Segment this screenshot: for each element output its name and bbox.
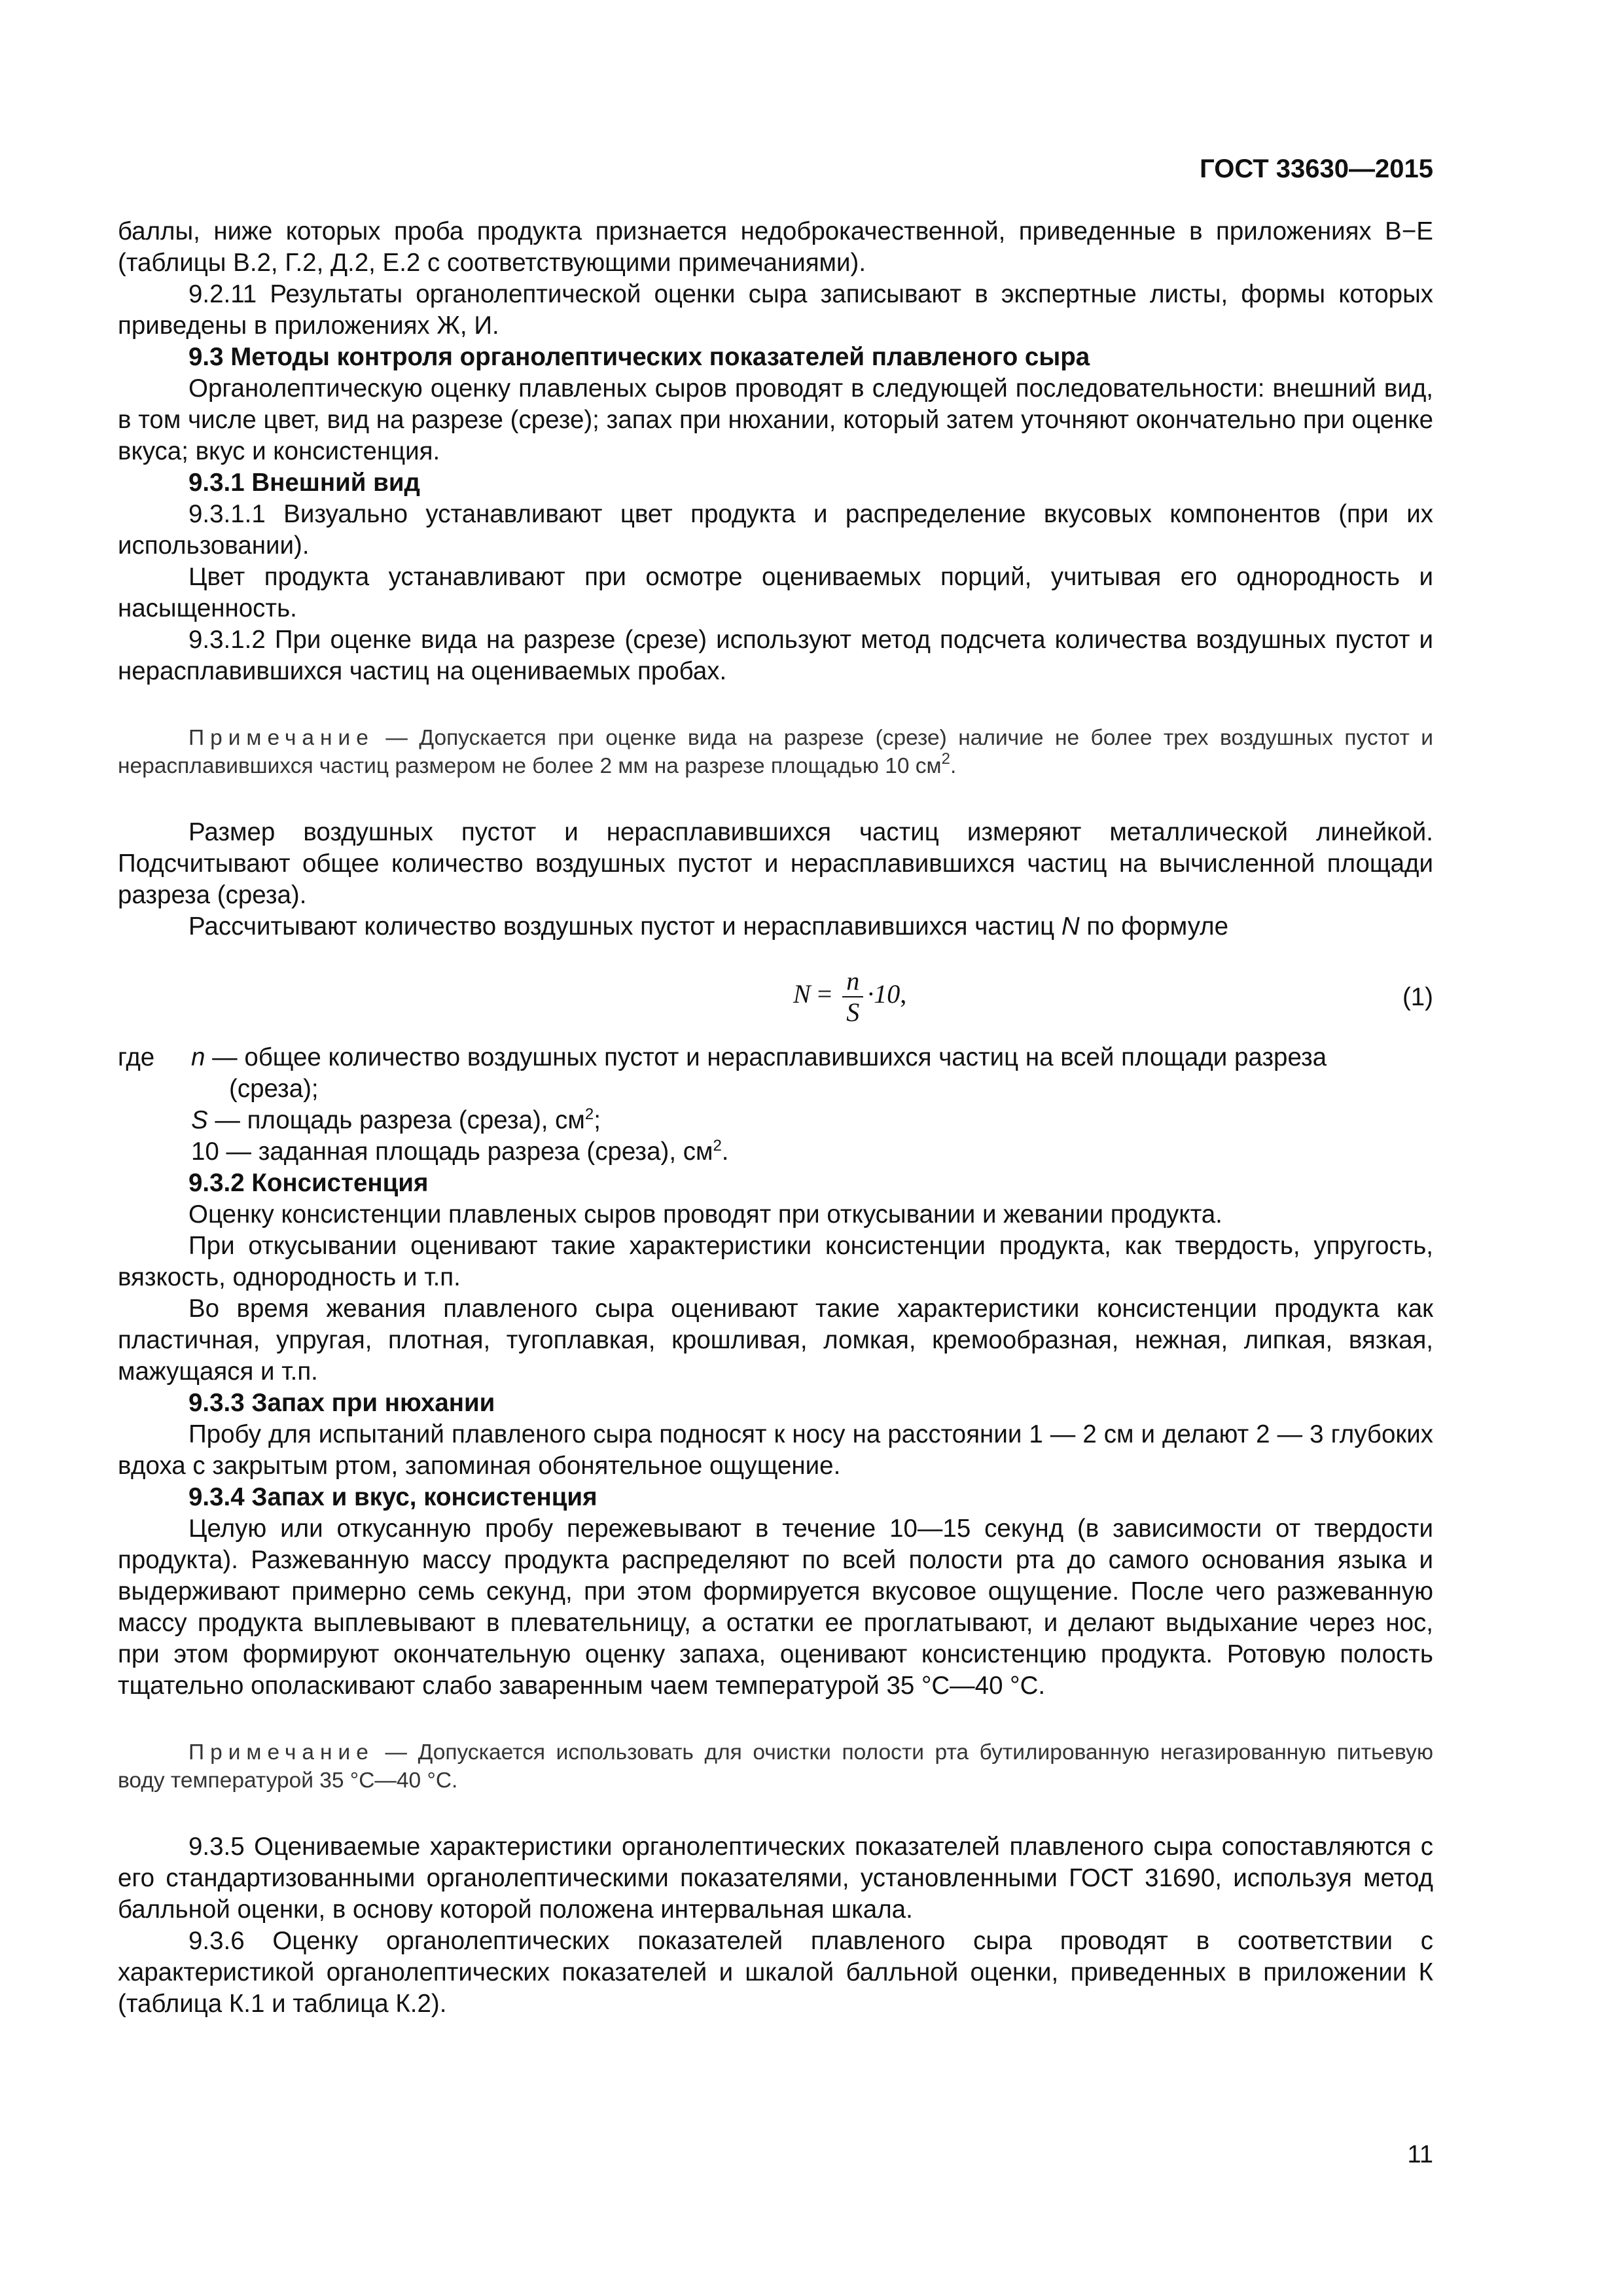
section-heading-9-3-1: 9.3.1 Внешний вид <box>188 469 420 497</box>
definition-n-continuation: (среза); <box>229 1075 319 1103</box>
note-superscript: 2 <box>941 750 950 768</box>
superscript: 2 <box>584 1105 594 1123</box>
paragraph: При откусывании оценивают такие характеристики консистенции продукта, как твердость, упругость, вязкость, однородность и т.п. <box>118 1232 1433 1291</box>
definition-10 <box>118 1136 1433 1168</box>
text: по формуле <box>1079 912 1228 941</box>
section-heading-9-3-2: 9.3.2 Консистенция <box>188 1169 429 1197</box>
definition-text: 10 — заданная площадь разреза (среза), см <box>191 1138 713 1166</box>
equation-number: (1) <box>1402 983 1433 1011</box>
formula-equals: = <box>817 979 832 1009</box>
formula-comma: , <box>900 979 907 1009</box>
note-text: — Допускается при оценке вида на разрезе (срезе) наличие не более трех воздушных пустот и нерасплавившихся частиц размером не более 2 мм на разрезе площадью 10 см <box>118 726 1433 778</box>
section-heading-9-3-3: 9.3.3 Запах при нюхании <box>188 1389 495 1417</box>
variable: S <box>191 1106 208 1134</box>
formula-multiplier: ·10 <box>867 979 901 1009</box>
definition-s <box>118 1105 1433 1136</box>
document-body <box>118 216 1433 2020</box>
paragraph: Органолептическую оценку плавленых сыров проводят в следующей последовательности: внешний вид, в том числе цвет, вид на разрезе (срезе); запах при нюхании, который затем уточняют окончательно при оценке вкуса; вкус и консистенция. <box>118 374 1433 465</box>
page-number: 11 <box>1407 2141 1433 2168</box>
paragraph: 9.3.6 Оценку органолептических показателей плавленого сыра проводят в соответствии с характеристикой органолептических показателей и шкалой балльной оценки, приведенных в приложении К (таблица К.1 и таблица К.2). <box>118 1927 1433 2018</box>
paragraph: 9.2.11 Результаты органолептической оценки сыра записывают в экспертные листы, формы которых приведены в приложениях Ж, И. <box>118 280 1433 340</box>
definition-n <box>191 1042 1433 1073</box>
paragraph: Целую или откусанную пробу пережевывают в течение 10—15 секунд (в зависимости от твердости продукта). Разжеванную массу продукта распределяют по всей полости рта до самого основания языка и выдерживают примерно семь секунд, при этом формируется вкусовое ощущение. После чего разжеванную массу продукта выплевывают в плевательницу, а остатки ее проглатывают, и делают выдыхание через нос, при этом формируют окончательную оценку запаха, оценивают консистенцию продукта. Ротовую полость тщательно ополаскивают слабо заваренным чаем температурой 35 °С—40 °С. <box>118 1515 1433 1700</box>
note <box>118 1738 1433 1795</box>
note-tail: . <box>950 754 957 778</box>
formula <box>793 966 906 1028</box>
definition-tail: . <box>721 1138 729 1166</box>
superscript: 2 <box>713 1137 722 1155</box>
paragraph: Оценку консистенции плавленых сыров проводят при откусывании и жевании продукта. <box>188 1200 1222 1229</box>
paragraph: 9.3.1.1 Визуально устанавливают цвет продукта и распределение вкусовых компонентов (при их использовании). <box>118 500 1433 560</box>
definition-text: — площадь разреза (среза), см <box>207 1106 585 1134</box>
variable: n <box>191 1043 205 1071</box>
paragraph <box>118 911 1433 942</box>
where-label: где <box>118 1043 155 1071</box>
text: Рассчитывают количество воздушных пустот и нерасплавившихся частиц <box>188 912 1061 941</box>
fraction <box>842 966 863 1028</box>
formula-row <box>118 963 1433 1042</box>
note-label: Примечание <box>188 726 374 750</box>
formula-lhs: N <box>793 979 811 1009</box>
variable-definitions <box>118 1042 1433 1168</box>
note <box>118 724 1433 780</box>
document-header: ГОСТ 33630—2015 <box>1200 154 1433 183</box>
paragraph: баллы, ниже которых проба продукта признается недоброкачественной, приведенные в приложениях В−Е (таблицы В.2, Г.2, Д.2, Е.2 с соответствующими примечаниями). <box>118 217 1433 277</box>
definition-tail: ; <box>594 1106 601 1134</box>
section-heading-9-3: 9.3 Методы контроля органолептических показателей плавленого сыра <box>188 343 1090 371</box>
paragraph: 9.3.1.2 При оценке вида на разрезе (срезе) используют метод подсчета количества воздушных пустот и нерасплавившихся частиц на оцениваемых пробах. <box>118 626 1433 685</box>
note-text: — Допускается использовать для очистки полости рта бутилированную негазированную питьевую воду температурой 35 °С—40 °С. <box>118 1740 1433 1793</box>
section-heading-9-3-4: 9.3.4 Запах и вкус, консистенция <box>188 1483 597 1511</box>
note-label: Примечание <box>188 1740 374 1765</box>
paragraph: Размер воздушных пустот и нерасплавившихся частиц измеряют металлической линейкой. Подсчитывают общее количество воздушных пустот и нерасплавившихся частиц на вычисленной площади разреза (среза). <box>118 818 1433 909</box>
fraction-denominator: S <box>846 997 860 1027</box>
definition-text: — общее количество воздушных пустот и нерасплавившихся частиц на всей площади разреза <box>205 1043 1327 1071</box>
paragraph: Во время жевания плавленого сыра оценивают такие характеристики консистенции продукта как пластичная, упругая, плотная, тугоплавкая, крошливая, ломкая, кремообразная, нежная, липкая, вязкая, мажущаяся и т.п. <box>118 1295 1433 1386</box>
paragraph: Цвет продукта устанавливают при осмотре оцениваемых порций, учитывая его однородность и насыщенность. <box>118 563 1433 622</box>
variable: N <box>1061 912 1080 941</box>
paragraph: 9.3.5 Оцениваемые характеристики органолептических показателей плавленого сыра сопоставляются с его стандартизованными органолептическими показателями, установленными ГОСТ 31690, используя метод балльной оценки, в основу которой положена интервальная шкала. <box>118 1833 1433 1924</box>
paragraph: Пробу для испытаний плавленого сыра подносят к носу на расстоянии 1 — 2 см и делают 2 — 3 глубоких вдоха с закрытым ртом, запоминая обонятельное ощущение. <box>118 1420 1433 1480</box>
fraction-numerator: n <box>842 966 863 997</box>
